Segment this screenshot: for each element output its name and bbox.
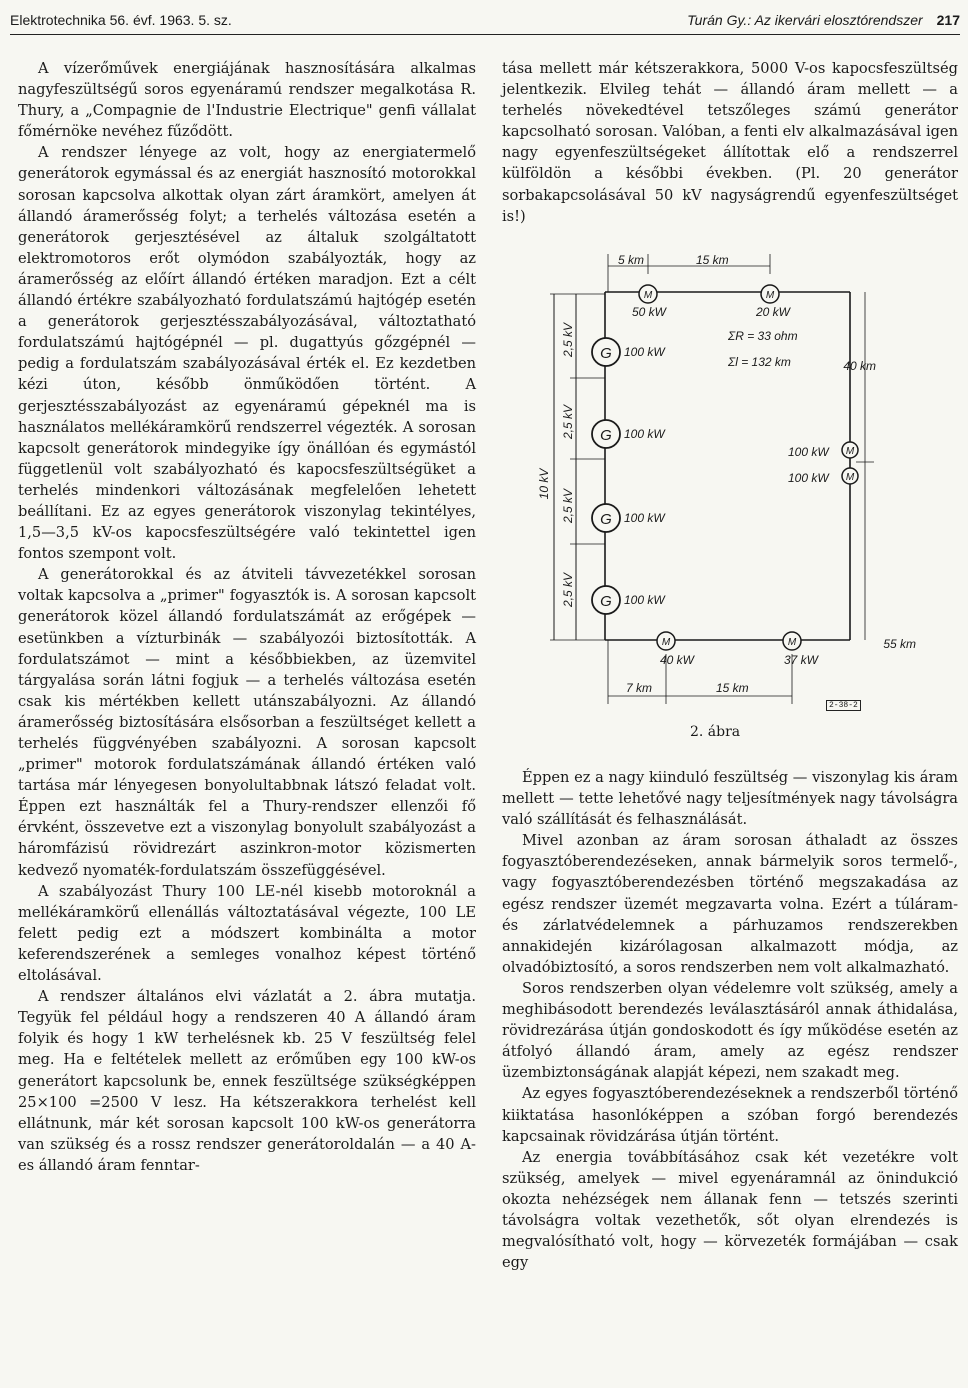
paragraph: Az egyes fogyasztóberendezéseknek a rendszerből történő kiiktatása hasonlóképpen a szóban forgó berendezés kapcsainak rövidzárása útján történt. <box>502 1085 958 1145</box>
segment-voltage-label: 2,5 kV <box>561 488 575 524</box>
paragraph: A generátorokkal és az átviteli távvezetékkel sorosan voltak kapcsolva a „primer" fogyasztók is. A sorosan kapcsolt generátorok közel állandó fordulatszámát az erőgépek — esetünkben a vízturbinák — szabályozói biztosították. A fordulatszámot — mint a későbbiekben, az üzemvitel tárgyalása során látni fogjuk — a terhelés változása esetén csak kis mértékben kellett utánszabályozni. Az állandó áramerősség biztosítására elsősorban a feszültséget kellett a terhelés függvényében szabályozni. A sorosan kapcsolt „primer" motorok fordulatszámának állandó értéken való tartása már lényegesen bonyolultabbnak látszó feladat volt. Éppen ezt használták fel a Thury-rendszer ellenzői fő érvként, összevetve ezt a viszonylag bonyolult szabályozást a háromfázisú rövidrezárt aszinkron-motor közismerten kedvező nyomaték-fordulatszám összefüggésével. <box>18 566 476 879</box>
sum-r: ΣR = 33 ohm <box>728 329 798 343</box>
left-column <box>18 58 476 1176</box>
right-column-top <box>502 58 958 227</box>
article-running-title: Turán Gy.: Az ikervári elosztórendszer 217 <box>687 12 960 28</box>
dim-label: 5 km <box>618 253 645 267</box>
figure-code: 2-38-2 <box>826 700 861 711</box>
motor-symbol: M <box>845 472 855 483</box>
generator-symbol: G <box>600 593 612 610</box>
paragraph: A szabályozást Thury 100 LE-nél kisebb motoroknál a mellékáramkörű ellenállás változtatásával végezte, 100 LE felett pedig ezt a módszert kombinálta a motor keferendszerének a semleges vonalhoz képest történő eltolásával. <box>18 882 476 985</box>
generator-group <box>592 338 620 614</box>
dim-label: 40 km <box>843 359 876 373</box>
paragraph: Mivel azonban az áram sorosan áthaladt az összes fogyasztóberendezéseken, annak bármelyik soros termelő-, vagy fogyasztóberendezésben történő megszakadása az egész rendszer üzemét megzavarta volna. Ezért a túláram- és zárlatvédelemnek a párhuzamos rendszerekben annakidején kizárólagosan alkalmazott módja, az olvadóbiztosító, a soros rendszerben nem volt alkalmazható. <box>502 832 958 976</box>
page-number: 217 <box>936 12 960 28</box>
paragraph: A rendszer lényege az volt, hogy az energiatermelő generátorok egymással és az energiát hasznosító motorokkal sorosan kapcsolva alkottak olyan zárt áramkört, amelyen át állandó áramerősség folyt; a terhelés változása esetén a generátorok gerjesztésével az általuk szolgáltatott elektromotoros erőt olymódon szabályozták, hogy az áramerősség az előírt állandó értéken maradjon. Ezt a célt állandó értékre szabályozható fordulatszámú hajtógép esetén a generátorok gerjesztésszabályozásával, változtatható fordulatszámú hajtógépnél — pl. dugattyús gőzgépnél — pedig a fordulatszám szabályozásával érték el. Ez kezdetben kézi úton, később önműködően történt. A gerjesztésszabályozást az egyenáramú gépeknél ma is használatos mellékáramkörű rendszerrel végezték. A sorosan kapcsolt generátorok mindegyike így önállóan és egymástól függetlenül volt szabályozható és kapocsfeszültségüket a terhelés mindenkori változásának megfelelően lehetett beállítani. Ez az egyes generátorok viszonylag tekintélyes, 1,5—3,5 kV-os kapocsfeszültségére való tekintettel igen fontos szempont volt. <box>18 144 476 563</box>
page-header <box>10 8 960 35</box>
generator-symbol: G <box>600 345 612 362</box>
dim-label: 15 km <box>716 681 749 695</box>
motor-symbol: M <box>643 290 653 301</box>
paragraph: A vízerőművek energiájának hasznosítására alkalmas nagyfeszültségű soros egyenáramú rendszer megalkotása R. Thury, a „Compagnie de l'Industrie Electrique" genfi vállalat főmérnöke nevéhez fűződött. <box>18 60 476 141</box>
paragraph: tása mellett már kétszerakkora, 5000 V-os kapocsfeszültség jelentkezik. Elvileg tehát — állandó áram mellett — a terhelés növekedtével tetszőleges számú generátor kapcsolható sorosan. Valóban, a fenti elv alkalmazásával igen nagy egyenfeszültségeket állítottak elő a rendszerrel külföldön a későbbi években. (Pl. 20 generátor sorbakapcsolásával 50 kV nagyságrendű egyenfeszültséget is!) <box>502 60 958 225</box>
paragraph: Az energia továbbításához csak két vezetékre volt szükség, amelyek — mivel egyenáramnál az önindukció okozta nehézségek nem állanak fenn — tetszés szerinti távolságra voltak vezethetők, sőt olyan elrendezés is megvalósítható volt, hogy — körvezeték formájában — csak egy <box>502 1148 958 1272</box>
motor-rating: 50 kW <box>632 305 667 319</box>
motor-symbol: M <box>765 290 775 301</box>
circuit-diagram <box>520 244 916 714</box>
paragraph: Soros rendszerben olyan védelemre volt szükség, amely a meghibásodott berendezés leválasztásáról annak áthidalása, rövidrezárása útján gondoskodott és így működése esetén az átfolyó állandó áram, amely az egész rendszer üzembiztonságának alapját képezi, nem szakadt meg. <box>502 979 958 1082</box>
segment-voltage-label: 2,5 kV <box>561 404 575 440</box>
motor-rating: 20 kW <box>756 305 791 319</box>
motor-rating: 100 kW <box>788 471 829 485</box>
motor-rating: 37 kW <box>784 653 819 667</box>
dim-label: 55 km <box>883 637 916 651</box>
generator-rating: 100 kW <box>624 593 665 607</box>
circuit-svg <box>520 244 916 714</box>
generator-rating: 100 kW <box>624 345 665 359</box>
dim-label: 7 km <box>626 681 653 695</box>
generator-symbol: G <box>600 511 612 528</box>
motor-rating: 40 kW <box>660 653 695 667</box>
right-column-bottom <box>502 767 958 1273</box>
motor-rating: 100 kW <box>788 445 829 459</box>
generator-rating: 100 kW <box>624 511 665 525</box>
total-voltage-label: 10 kV <box>537 468 551 500</box>
generator-rating: 100 kW <box>624 427 665 441</box>
motor-symbol: M <box>661 637 671 648</box>
sum-l: Σl = 132 km <box>728 355 791 369</box>
motor-symbol: M <box>787 637 797 648</box>
dim-label: 15 km <box>696 253 729 267</box>
segment-voltage-label: 2,5 kV <box>561 572 575 608</box>
segment-voltage-label: 2,5 kV <box>561 322 575 358</box>
paragraph: Éppen ez a nagy kiinduló feszültség — viszonylag kis áram mellett — tette lehetővé nagy teljesítmények nagy távolságra való szállítását és felhasználását. <box>502 769 958 829</box>
journal-info: Elektrotechnika 56. évf. 1963. 5. sz. <box>10 12 232 28</box>
figure-caption: 2. ábra <box>690 724 741 740</box>
generator-symbol: G <box>600 427 612 444</box>
paragraph: A rendszer általános elvi vázlatát a 2. ábra mutatja. Tegyük fel például hogy a rendszeren 40 A állandó áram folyik és hogy 1 kW terhelésnek kb. 25 V feszültség felel meg. Ha e feltételek mellett az erőműben egy 100 kW-os generátort kapcsolunk be, ennek feszültsége szükségképpen 25×100 =2500 V lesz. Ha kétszerakkora terhelést kell ellátnunk, már két sorosan kapcsolt 100 kW-os generátorra van szükség és a rossz rendszer generátoroldalán — a 40 A-es állandó áram fenntar- <box>18 988 476 1174</box>
motor-symbol: M <box>845 446 855 457</box>
